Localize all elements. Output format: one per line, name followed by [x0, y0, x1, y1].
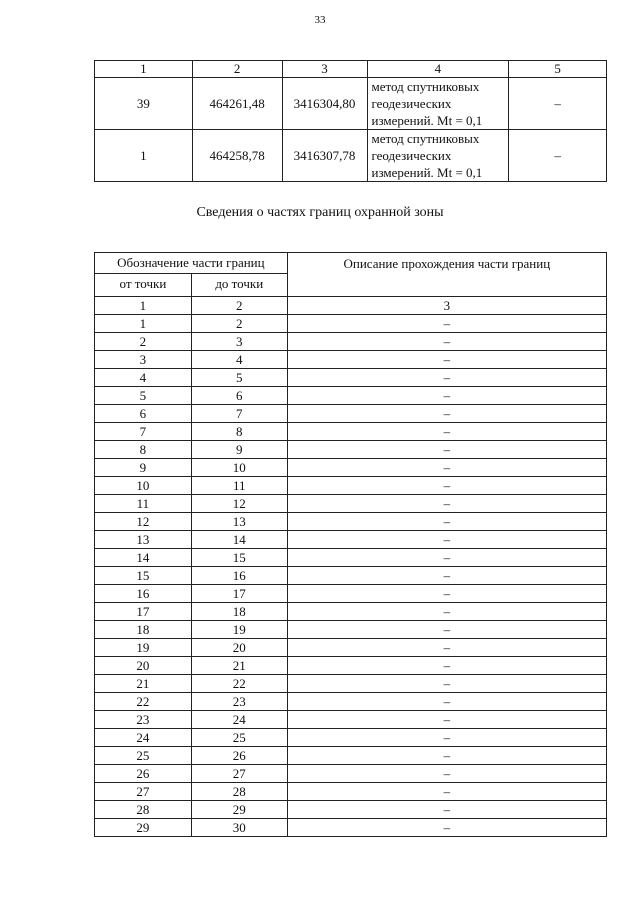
y-coordinate-cell: 3416304,80	[282, 78, 367, 130]
description-cell: –	[287, 441, 606, 459]
from-point-cell: 14	[95, 549, 192, 567]
column-number-header: 4	[367, 61, 509, 78]
table-row	[95, 567, 607, 585]
description-cell: –	[287, 567, 606, 585]
description-cell: –	[287, 369, 606, 387]
from-point-cell: 26	[95, 765, 192, 783]
table-row	[95, 657, 607, 675]
coordinates-row	[95, 130, 607, 182]
description-cell: –	[287, 405, 606, 423]
description-cell: –	[287, 387, 606, 405]
from-point-cell: 28	[95, 801, 192, 819]
description-cell: –	[287, 333, 606, 351]
boundary-description-header: Описание прохождения части границ	[287, 253, 606, 297]
from-point-cell: 19	[95, 639, 192, 657]
to-point-cell: 17	[191, 585, 287, 603]
description-cell: –	[287, 621, 606, 639]
table-row	[95, 765, 607, 783]
table-row	[95, 621, 607, 639]
table-row	[95, 387, 607, 405]
description-cell: –	[287, 585, 606, 603]
from-point-cell: 5	[95, 387, 192, 405]
table-row	[95, 441, 607, 459]
from-point-cell: 3	[95, 351, 192, 369]
column-number-cell: 1	[95, 297, 192, 315]
boundary-parts-table	[94, 252, 607, 837]
to-point-cell: 22	[191, 675, 287, 693]
to-point-cell: 20	[191, 639, 287, 657]
from-point-cell: 29	[95, 819, 192, 837]
table-row	[95, 585, 607, 603]
description-cell: –	[287, 477, 606, 495]
description-cell: –	[287, 351, 606, 369]
point-number-cell: 1	[95, 130, 193, 182]
description-cell: –	[287, 603, 606, 621]
from-point-cell: 23	[95, 711, 192, 729]
to-point-cell: 4	[191, 351, 287, 369]
to-point-cell: 11	[191, 477, 287, 495]
from-point-cell: 2	[95, 333, 192, 351]
to-point-header: до точки	[191, 274, 287, 297]
description-cell: –	[287, 549, 606, 567]
table-row	[95, 801, 607, 819]
to-point-cell: 16	[191, 567, 287, 585]
table-row	[95, 423, 607, 441]
note-cell: –	[509, 130, 607, 182]
description-cell: –	[287, 657, 606, 675]
table-row	[95, 459, 607, 477]
to-point-cell: 7	[191, 405, 287, 423]
to-point-cell: 18	[191, 603, 287, 621]
to-point-cell: 30	[191, 819, 287, 837]
method-line: измерений. Mt = 0,1	[371, 165, 483, 180]
description-cell: –	[287, 495, 606, 513]
to-point-cell: 28	[191, 783, 287, 801]
method-line: измерений. Mt = 0,1	[371, 113, 483, 128]
parts-header-row	[95, 253, 607, 274]
from-point-cell: 21	[95, 675, 192, 693]
to-point-cell: 26	[191, 747, 287, 765]
to-point-cell: 23	[191, 693, 287, 711]
to-point-cell: 13	[191, 513, 287, 531]
to-point-cell: 12	[191, 495, 287, 513]
description-cell: –	[287, 459, 606, 477]
description-cell: –	[287, 315, 606, 333]
to-point-cell: 5	[191, 369, 287, 387]
description-cell: –	[287, 675, 606, 693]
to-point-cell: 8	[191, 423, 287, 441]
table-row	[95, 675, 607, 693]
from-point-header: от точки	[95, 274, 192, 297]
table-row	[95, 783, 607, 801]
description-cell: –	[287, 819, 606, 837]
point-number-cell: 39	[95, 78, 193, 130]
from-point-cell: 24	[95, 729, 192, 747]
method-line: геодезических	[371, 96, 452, 111]
from-point-cell: 7	[95, 423, 192, 441]
method-line: метод спутниковых	[371, 131, 480, 146]
description-cell: –	[287, 639, 606, 657]
description-cell: –	[287, 423, 606, 441]
table-row	[95, 639, 607, 657]
from-point-cell: 18	[95, 621, 192, 639]
description-cell: –	[287, 693, 606, 711]
note-cell: –	[509, 78, 607, 130]
table-row	[95, 531, 607, 549]
to-point-cell: 9	[191, 441, 287, 459]
method-cell	[367, 130, 509, 182]
table-row	[95, 405, 607, 423]
to-point-cell: 2	[191, 315, 287, 333]
table-row	[95, 351, 607, 369]
coordinates-header-row	[95, 61, 607, 78]
table-row	[95, 315, 607, 333]
to-point-cell: 15	[191, 549, 287, 567]
column-number-cell: 3	[287, 297, 606, 315]
to-point-cell: 3	[191, 333, 287, 351]
from-point-cell: 4	[95, 369, 192, 387]
from-point-cell: 12	[95, 513, 192, 531]
from-point-cell: 16	[95, 585, 192, 603]
from-point-cell: 27	[95, 783, 192, 801]
description-cell: –	[287, 513, 606, 531]
from-point-cell: 8	[95, 441, 192, 459]
coordinates-table	[94, 60, 607, 182]
to-point-cell: 10	[191, 459, 287, 477]
column-number-header: 3	[282, 61, 367, 78]
section-title: Сведения о частях границ охранной зоны	[196, 205, 444, 220]
table-row	[95, 369, 607, 387]
to-point-cell: 19	[191, 621, 287, 639]
boundary-part-designation-header: Обозначение части границ	[95, 253, 288, 274]
method-line: метод спутниковых	[371, 79, 480, 94]
table-row	[95, 819, 607, 837]
from-point-cell: 25	[95, 747, 192, 765]
table-row	[95, 333, 607, 351]
table-row	[95, 477, 607, 495]
x-coordinate-cell: 464258,78	[192, 130, 282, 182]
to-point-cell: 14	[191, 531, 287, 549]
description-cell: –	[287, 531, 606, 549]
description-cell: –	[287, 711, 606, 729]
to-point-cell: 27	[191, 765, 287, 783]
description-cell: –	[287, 765, 606, 783]
method-line: геодезических	[371, 148, 452, 163]
description-cell: –	[287, 747, 606, 765]
to-point-cell: 24	[191, 711, 287, 729]
page-number: 33	[314, 14, 326, 26]
to-point-cell: 29	[191, 801, 287, 819]
x-coordinate-cell: 464261,48	[192, 78, 282, 130]
from-point-cell: 1	[95, 315, 192, 333]
table-row	[95, 495, 607, 513]
from-point-cell: 13	[95, 531, 192, 549]
from-point-cell: 15	[95, 567, 192, 585]
table-row	[95, 747, 607, 765]
y-coordinate-cell: 3416307,78	[282, 130, 367, 182]
table-row	[95, 693, 607, 711]
description-cell: –	[287, 729, 606, 747]
coordinates-row	[95, 78, 607, 130]
from-point-cell: 11	[95, 495, 192, 513]
to-point-cell: 25	[191, 729, 287, 747]
from-point-cell: 20	[95, 657, 192, 675]
to-point-cell: 6	[191, 387, 287, 405]
from-point-cell: 9	[95, 459, 192, 477]
description-cell: –	[287, 801, 606, 819]
table-row	[95, 711, 607, 729]
table-row	[95, 549, 607, 567]
column-number-header: 1	[95, 61, 193, 78]
method-cell	[367, 78, 509, 130]
from-point-cell: 17	[95, 603, 192, 621]
parts-number-row	[95, 297, 607, 315]
to-point-cell: 21	[191, 657, 287, 675]
from-point-cell: 6	[95, 405, 192, 423]
column-number-header: 5	[509, 61, 607, 78]
table-row	[95, 513, 607, 531]
column-number-header: 2	[192, 61, 282, 78]
table-row	[95, 603, 607, 621]
column-number-cell: 2	[191, 297, 287, 315]
description-cell: –	[287, 783, 606, 801]
from-point-cell: 22	[95, 693, 192, 711]
from-point-cell: 10	[95, 477, 192, 495]
table-row	[95, 729, 607, 747]
